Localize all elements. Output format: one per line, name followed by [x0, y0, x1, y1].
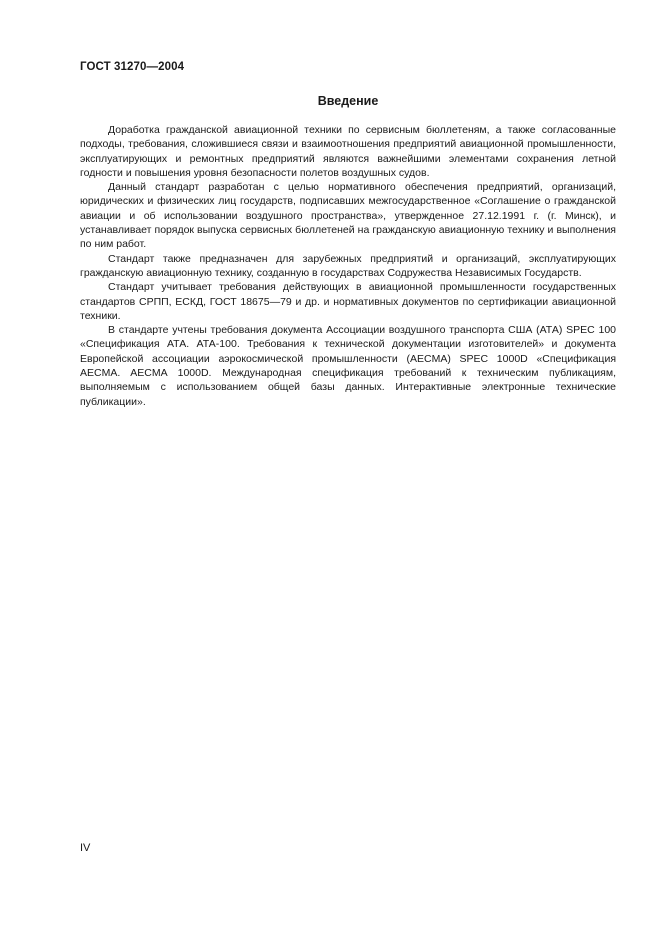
body-text	[80, 123, 616, 409]
document-code: ГОСТ 31270—2004	[80, 61, 185, 73]
page-number: IV	[80, 842, 91, 854]
paragraph-1: Доработка гражданской авиационной техники по сервисным бюллетеням, а также согласованные подходы, требования, сложившиеся связи и взаимоотношения предприятий авиационной промышленности, эксплуатирующих и ремонтных предприятий являются важнейшими элементами сохранения летной годности и повышения уровня безопасности полетов воздушных судов.	[80, 124, 616, 179]
paragraph-2: Данный стандарт разработан с целью нормативного обеспечения предприятий, организаций, юридических и физических лиц государств, подписавших межгосударственное «Соглашение о гражданской авиации и об использовании воздушного пространства», утвержденное 27.12.1991 г. (г. Минск), и устанавливает порядок выпуска сервисных бюллетеней на гражданскую авиационную технику и выполнения по ним работ.	[80, 181, 616, 251]
paragraph-3: Стандарт также предназначен для зарубежных предприятий и организаций, эксплуатирующих гражданскую авиационную технику, созданную в государствах Содружества Независимых Государств.	[80, 252, 616, 279]
paragraph-5: В стандарте учтены требования документа Ассоциации воздушного транспорта США (АТА) SPEC 100 «Спецификация АТА. АТА-100. Требования к технической документации изготовителей» и документа Европейской ассоциации аэрокосмической промышленности (AECMA) SPEC 1000D «Спецификация AECMA. AECMA 1000D. Международная спецификация требований к техническим публикациям, выполняемым с использованием общей базы данных. Интерактивные электронные технические публикации».	[80, 324, 616, 408]
paragraph-4: Стандарт учитывает требования действующих в авиационной промышленности государственных стандартов СРПП, ЕСКД, ГОСТ 18675—79 и др. и нормативных документов по сертификации авиационной техники.	[80, 281, 616, 322]
section-title: Введение	[317, 94, 379, 108]
